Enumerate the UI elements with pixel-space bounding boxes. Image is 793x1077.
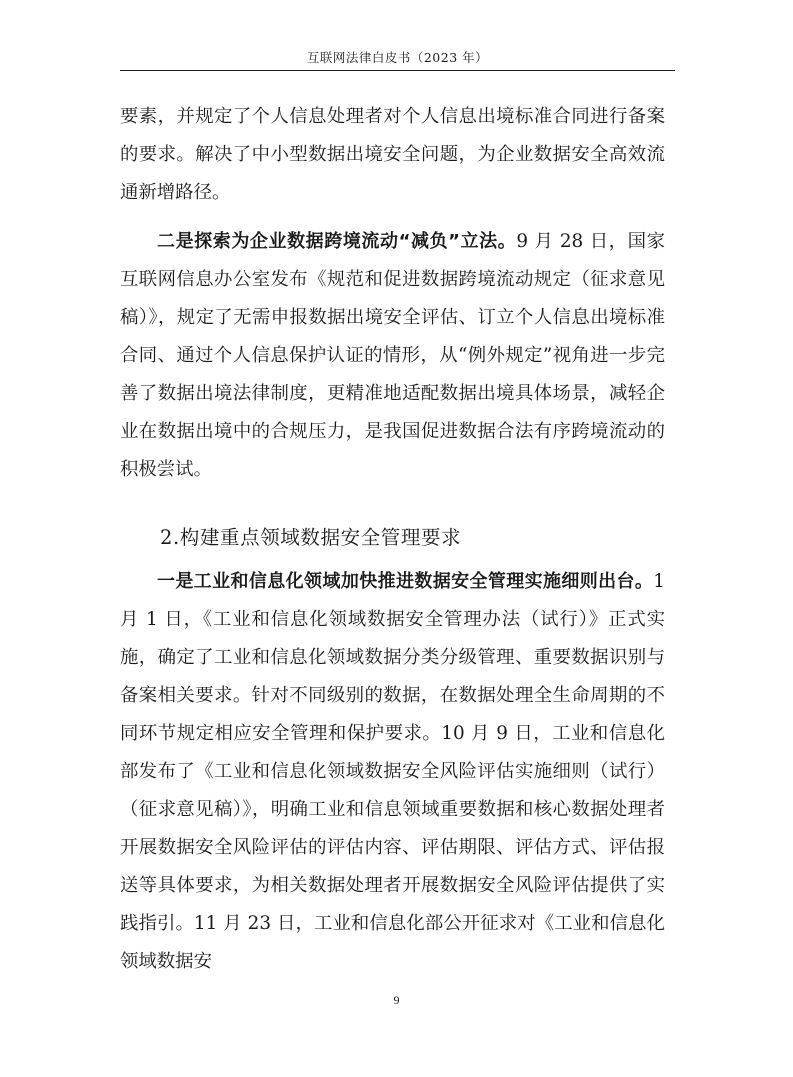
paragraph-1: 要素，并规定了个人信息处理者对个人信息出境标准合同进行备案的要求。解决了中小型数据出境安全问题，为企业数据安全高效流通新增路径。	[120, 106, 665, 203]
paragraph-2-body: 9 月 28 日，国家互联网信息办公室发布《规范和促进数据跨境流动规定（征求意见稿）》，规定了无需申报数据出境安全评估、订立个人信息出境标准合同、通过个人信息保护认证的情形，从“例外规定”视角进一步完善了数据出境法律制度，更精准地适配数据出境具体场景，减轻企业在数据出境中的合规压力，是我国促进数据合法有序跨境流动的积极尝试。	[120, 231, 666, 480]
paragraph-2-lead: 二是探索为企业数据跨境流动“减负”立法。	[157, 231, 517, 252]
paragraph-2	[120, 223, 665, 489]
paragraph-3-body: 1 月 1 日，《工业和信息化领域数据安全管理办法（试行）》正式实施，确定了工业和信息化领域数据分类分级管理、重要数据识别与备案相关要求。针对不同级别的数据，在数据处理全生命周期的不同环节规定相应安全管理和保护要求。10 月 9 日，工业和信息化部发布了《工业和信息化领域数据安全风险评估实施细则（试行）（征求意见稿）》，明确工业和信息领域重要数据和核心数据处理者开展数据安全风险评估的评估内容、评估期限、评估方式、评估报送等具体要求，为相关数据处理者开展数据安全风险评估提供了实践指引。11 月 23 日，工业和信息化部公开征求对《工业和信息化领域数据安	[120, 571, 665, 972]
page-number: 9	[393, 993, 400, 1007]
paragraph-3-lead: 一是工业和信息化领域加快推进数据安全管理实施细则出台。	[157, 571, 654, 592]
paragraph-3	[120, 563, 665, 981]
running-header: 互联网法律白皮书（2023 年）	[306, 50, 489, 65]
section-heading: 2.构建重点领域数据安全管理要求	[160, 526, 462, 549]
header-rule	[120, 70, 675, 71]
